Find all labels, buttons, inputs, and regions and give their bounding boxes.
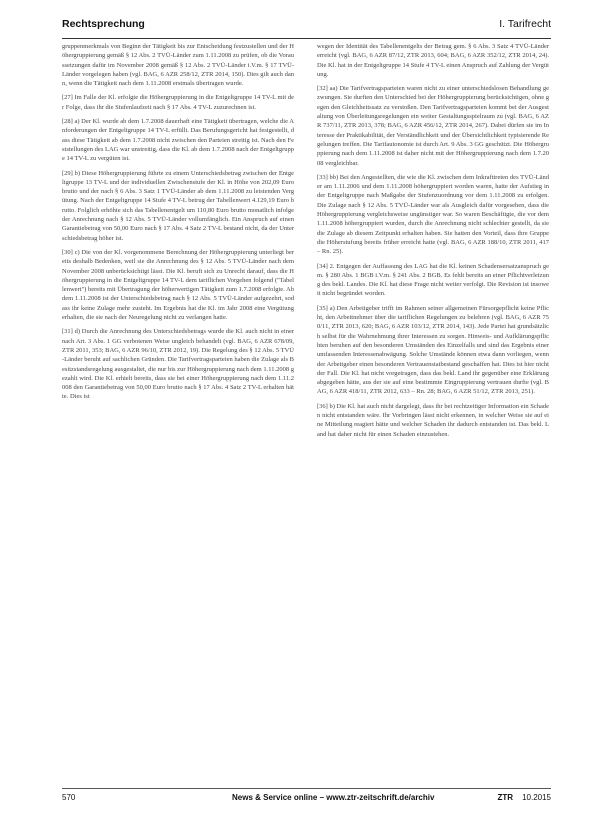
paragraph: [27] Im Falle der Kl. erfolgte die Höhergruppierung in die Entgeltgruppe 14 TV-L mit der Folge, dass ihr die Stufenlaufzeit nach § 17 Abs. 4 TV-L zuzurechnen ist. <box>62 94 294 111</box>
paragraph: wegen der Identität des Tabellenentgelts der Betrag gem. § 6 Abs. 3 Satz 4 TVÜ-Länder erreicht (vgl. BAG, 6 AZR 87/12, ZTR 2013, 604; BAG, 6 AZR 352/12, ZTR 2014, 24). Die Kl. hat in der Entgeltgruppe 14 Stufe 4 TV-L einen Anspruch auf Zahlung der Vergütung. <box>317 43 549 78</box>
page-footer <box>62 788 551 805</box>
paragraph: [35] a) Den Arbeitgeber trifft im Rahmen seiner allgemeinen Fürsorgepflicht keine Pflicht, den Arbeitnehmer über die tariflichen Regelungen zu belehren (vgl. BAG, 6 AZR 750/11, ZTR 2013, 620; BAG, 6 AZR 103/12, ZTR 2014, 143). Jede Partei hat grundsätzlich selbst für die Wahrnehmung ihrer Interessen zu sorgen. Hinweis- und Aufklärungspflichten beruhen auf den besonderen Umständen des Einzelfalls und sind das Ergebnis einer umfassenden Interessenabwägung. Solche Umstände können etwa dann vorliegen, wenn der Arbeitgeber einen besonderen Vertrauenstatbestand geschaffen hat. Dies ist hier nicht der Fall. Die Kl. hat nicht vorgetragen, dass das bekl. Land ihr gegenüber eine Erklärung abgegeben hätte, aus der sie auf eine bestimmte Eingruppierung vertrauen durfte (vgl. BAG, 6 AZR 418/11, ZTR 2012, 633 – Rn. 28; BAG, 6 AZR 51/12, ZTR 2013, 251). <box>317 304 549 396</box>
paragraph: [28] a) Der Kl. wurde ab dem 1.7.2008 dauerhaft eine Tätigkeit übertragen, welche die Anforderungen der Entgeltgruppe 14 TV-L erfüllt. Das Berufungsgericht hat festgestellt, dass diese Tätigkeit ab dem 1.7.2008 nicht zwischen den Parteien streitig ist. Nach den Feststellungen des LAG war unstreitig, dass die Kl. ab dem 1.7.2008 nach der Entgeltgruppe 14 TV-L zu vergüten ist. <box>62 118 294 163</box>
page-number: 570 <box>62 793 76 802</box>
paragraph: gruppenmerkmals von Beginn der Tätigkeit bis zur Entscheidung festzustellen und der Höhergruppierung gemäß § 12 Abs. 2 TVÜ-Länder zum 1.11.2008 zu prüfen, ob die Voraussetzungen dafür im November 2008 gemäß § 12 Abs. 2 TVÜ-Länder i.V.m. § 17 TVÜ-Länder vorgelegen haben (vgl. BAG, 6 AZR 258/12, ZTR 2014, 150). Dies gilt auch dann, wenn die Tätigkeit nach dem 1.11.2008 erstmals übertragen wurde. <box>62 43 294 88</box>
paragraph: [32] aa) Die Tarifvertragsparteien waren nicht zu einer unterschiedslosen Behandlung gezwungen. Sie durften den Unterschied bei der Höhergruppierung berücksichtigen, ohne gegen den Gleichheitssatz zu verstoßen. Den Tarifvertragsparteien kommt bei der Ausgestaltung von Überleitungsregelungen ein weiter Gestaltungsspielraum zu (vgl. BAG, 6 AZR 737/11, ZTR 2013, 378; BAG, 6 AZR 456/12, ZTR 2014, 267). Dabei dürfen sie im Interesse der Praktikabilität, der Verständlichkeit und der Übersichtlichkeit typisierende Regelungen treffen. Die Tarifautonomie ist durch Art. 9 Abs. 3 GG geschützt. Die Höhergruppierung nach dem 1.11.2008 ist daher nicht mit der Höhergruppierung nach dem 1.7.2008 vergleichbar. <box>317 85 549 167</box>
page-header <box>62 8 551 39</box>
paragraph: [33] bb) Bei den Angestellten, die wie die Kl. zwischen dem Inkrafttreten des TVÜ-Länder am 1.11.2006 und dem 1.11.2008 höhergruppiert worden waren, hatte der Aufstieg in der Entgeltgruppe nach Maßgabe der Stufenzuordnung vor dem 1.11.2008 zu erfolgen. Die Zulage nach § 12 Abs. 5 TVÜ-Länder war als Ausgleich dafür vorgesehen, dass die Höhergruppierung vergleichsweise ungünstiger war. So waren Beschäftigte, die vor dem 1.11.2008 höhergruppiert wurden, durch die Anrechnung nicht schlechter gestellt, da sie die Zulage ab diesem Zeitpunkt erhalten haben. Sie hatten den Vorteil, dass ihre Gruppe die Höherstufung bereits früher erreicht hatte (vgl. BAG, 6 AZR 188/10, ZTR 2011, 417 – Rn. 25). <box>317 173 549 256</box>
journal-name: ZTR <box>497 793 513 802</box>
section-title: Rechtsprechung <box>62 18 145 30</box>
service-link[interactable]: News & Service online – www.ztr-zeitschrift.de/archiv <box>232 793 435 802</box>
topic-title: I. Tarifrecht <box>499 18 551 30</box>
paragraph: [31] d) Durch die Anrechnung des Unterschiedsbetrags wurde die Kl. auch nicht in einer nach Art. 3 Abs. 1 GG verbotenen Weise ungleich behandelt (vgl. BAG, 6 AZR 678/09, ZTR 2011, 353; BAG, 6 AZR 96/10, ZTR 2012, 19). Die Regelung des § 12 Abs. 5 TVÜ-Länder beruht auf sachlichen Gründen. Die Tarifvertragsparteien haben die Zulage als Besitzstandsregelung ausgestaltet, die nur bis zur Höhergruppierung nach dem 1.11.2008 gezahlt wird. Die Kl. erhielt bereits, dass sie bei einer Höhergruppierung nach dem 1.11.2008 den Garantiebetrag von 50,00 Euro brutto nach § 17 Abs. 4 Satz 2 TV-L erhalten hätte. Dies ist <box>62 328 294 401</box>
right-column <box>317 42 549 777</box>
issue-number: 10.2015 <box>522 793 551 802</box>
left-column <box>62 42 294 777</box>
paragraph: [30] c) Die von der Kl. vorgenommene Berechnung der Höhergruppierung unterliegt bereits deshalb Bedenken, weil sie die Anrechnung des § 12 Abs. 5 TVÜ-Länder nach dem November 2008 unberücksichtigt lässt. Die Kl. beruft sich zu Unrecht darauf, dass die Höhergruppierung in die Entgeltgruppe 14 TV-L dem tariflichen Vorgehen folgend ("Tabellenwert") bereits mit Übertragung der höherwertigen Tätigkeit zum 1.7.2008 erfolgte. Ab dem 1.11.2008 ist der Unterschiedsbetrag nach § 12 Abs. 5 TVÜ-Länder aufgezehrt, sodass ihr keine Zulage mehr zusteht. Im Ergebnis hat die Kl. im Jahr 2008 eine Vergütung erhalten, die sie nach der Neuregelung nicht zu verlangen hatte. <box>62 248 294 322</box>
paragraph: [36] b) Die Kl. hat auch nicht dargelegt, dass ihr bei rechtzeitiger Information ein Schaden nicht entstanden wäre. Ihr Vorbringen lässt nicht erkennen, in welcher Weise sie auf eine Mitteilung reagiert hätte und welcher Schaden ihr dadurch entstanden ist. Das bekl. Land hat daher nicht für einen Schaden einzustehen. <box>317 402 549 438</box>
paragraph: [34] 2. Entgegen der Auffassung des LAG hat die Kl. keinen Schadensersatzanspruch gem. § 280 Abs. 1 BGB i.V.m. § 241 Abs. 2 BGB. Es fehlt bereits an einer Pflichtverletzung des bekl. Landes. Die Kl. hat diese Frage nicht weiter verfolgt. Die Revision ist insoweit nicht begründet worden. <box>317 262 549 298</box>
body-columns <box>62 42 553 777</box>
paragraph: [29] b) Diese Höhergruppierung führte zu einem Unterschiedsbetrag zwischen der Entgeltgruppe 13 TV-L und der individuellen Zwischenstufe der Kl. in Höhe von 202,09 Euro brutto und der nach § 6 Abs. 3 Satz 1 TVÜ-Länder ab dem 1.11.2008 zu leistenden Vergütung. Nach der Entgeltgruppe 14 Stufe 4 TV-L betrug der Tabellenwert 4.129,19 Euro brutto. Folglich erhöhte sich das Tabellenentgelt um 110,80 Euro brutto monatlich infolge der Anrechnung nach § 12 Abs. 5 TVÜ-Länder vollumfänglich. Ein Anspruch auf einen Garantiebetrag von 50,00 Euro nach § 17 Abs. 4 Satz 2 TV-L bestand nicht, da der Unterschiedsbetrag höher ist. <box>62 169 294 242</box>
